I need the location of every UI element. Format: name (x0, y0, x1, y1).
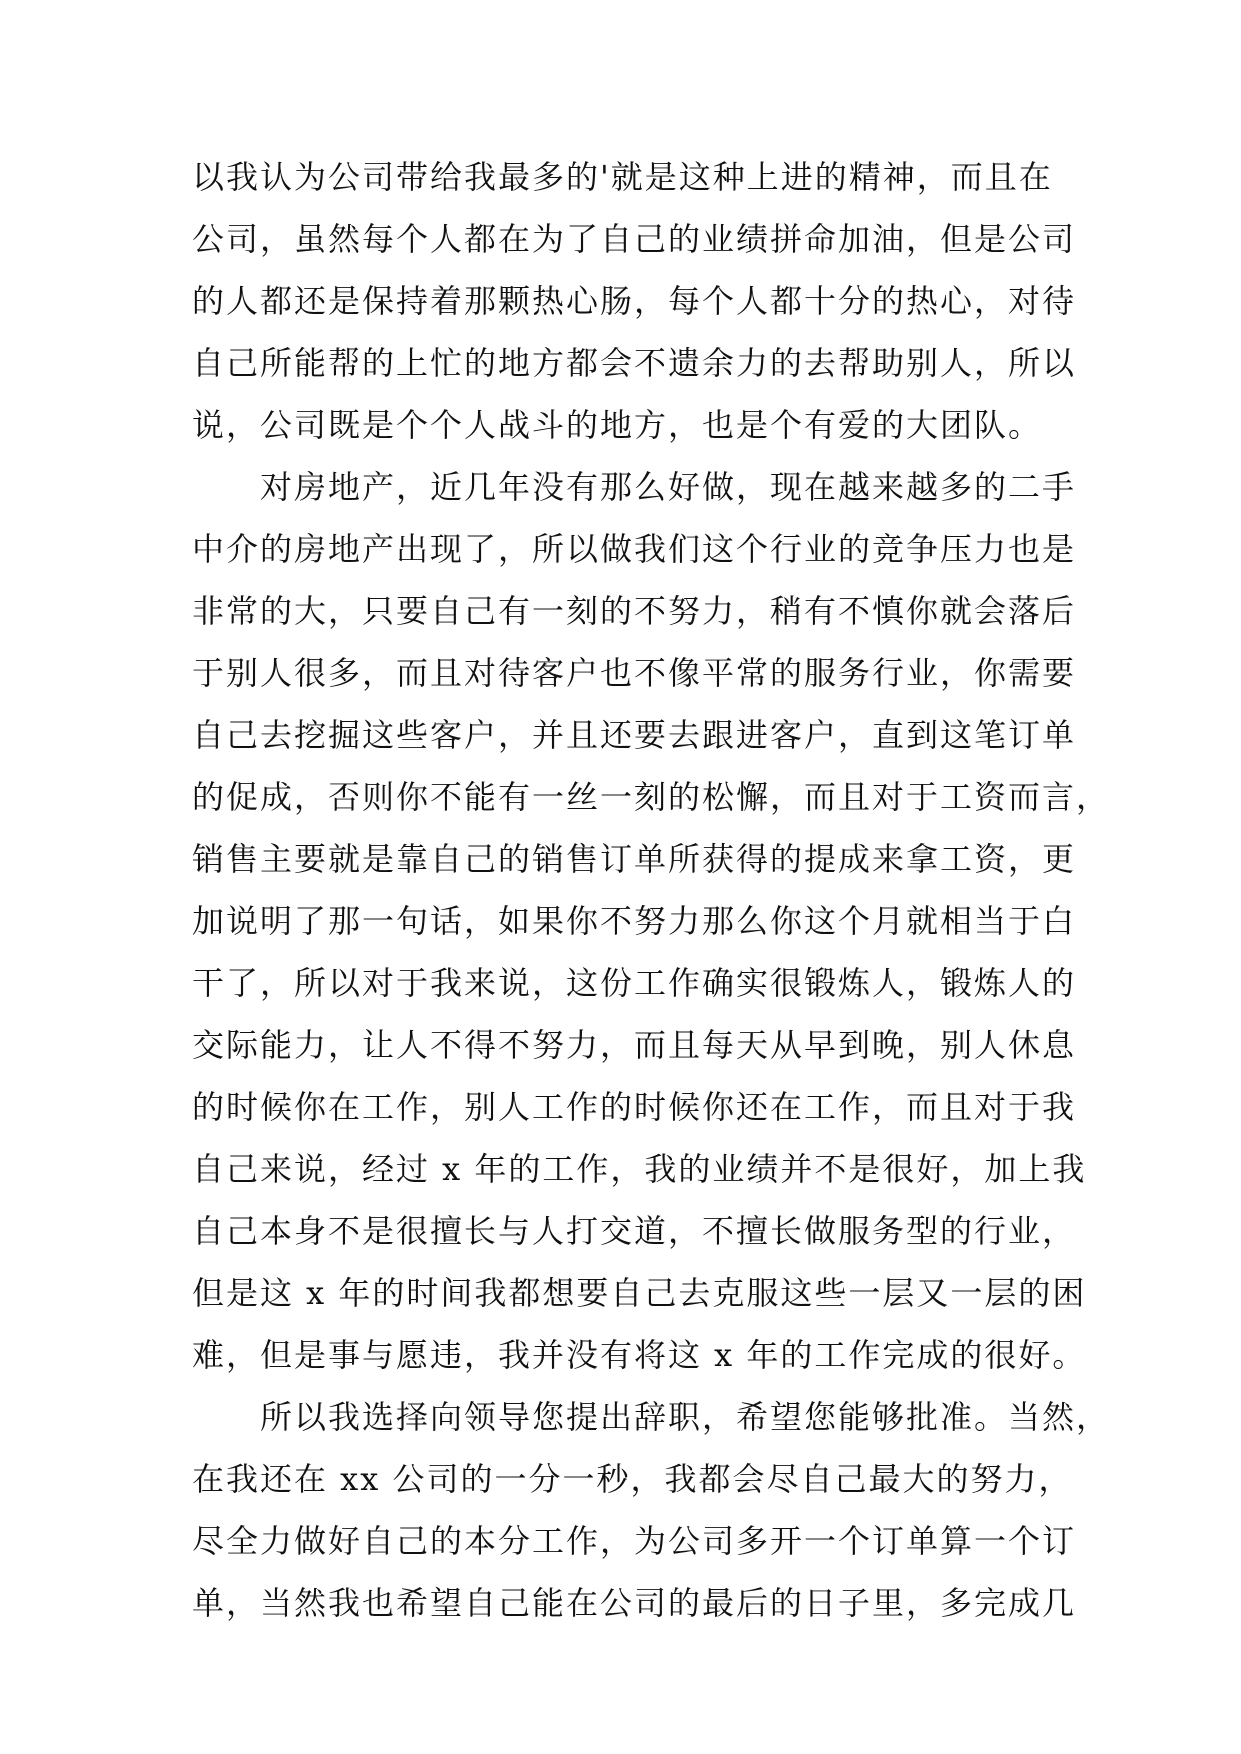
text-line: 尽全力做好自己的本分工作，为公司多开一个订单算一个订 (192, 1522, 1077, 1560)
text-line: 单，当然我也希望自己能在公司的最后的日子里，多完成几 (192, 1584, 1077, 1622)
text-line: 但是这 x 年的时间我都想要自己去克服这些一层又一层的困 (192, 1274, 1087, 1312)
text-line: 在我还在 xx 公司的一分一秒，我都会尽自己最大的努力， (192, 1460, 1073, 1498)
paragraph-1 (192, 158, 1077, 468)
text-line: 的促成，否则你不能有一丝一刻的松懈，而且对于工资而言， (192, 778, 1111, 816)
paragraph-3 (192, 1398, 1111, 1646)
paragraph-2 (192, 468, 1111, 1398)
text-line: 的人都还是保持着那颗热心肠，每个人都十分的热心，对待 (192, 282, 1077, 320)
text-line: 中介的房地产出现了，所以做我们这个行业的竞争压力也是 (192, 530, 1077, 568)
text-line: 的时候你在工作，别人工作的时候你还在工作，而且对于我 (192, 1088, 1077, 1126)
text-line: 自己来说，经过 x 年的工作，我的业绩并不是很好，加上我 (192, 1150, 1087, 1188)
text-line: 说，公司既是个个人战斗的地方，也是个有爱的大团队。 (192, 406, 1043, 444)
text-line: 自己去挖掘这些客户，并且还要去跟进客户，直到这笔订单 (192, 716, 1077, 754)
text-line: 销售主要就是靠自己的销售订单所获得的提成来拿工资，更 (192, 840, 1077, 878)
text-line: 以我认为公司带给我最多的'就是这种上进的精神，而且在 (192, 158, 1053, 196)
text-line: 对房地产，近几年没有那么好做，现在越来越多的二手 (192, 468, 1077, 506)
text-line: 公司，虽然每个人都在为了自己的业绩拼命加油，但是公司 (192, 220, 1077, 258)
text-line: 于别人很多，而且对待客户也不像平常的服务行业，你需要 (192, 654, 1077, 692)
text-line: 交际能力，让人不得不努力，而且每天从早到晚，别人休息 (192, 1026, 1077, 1064)
text-line: 加说明了那一句话，如果你不努力那么你这个月就相当于白 (192, 902, 1077, 940)
document-body (192, 158, 1111, 1646)
text-line: 难，但是事与愿违，我并没有将这 x 年的工作完成的很好。 (192, 1336, 1087, 1374)
text-line: 所以我选择向领导您提出辞职，希望您能够批准。当然， (192, 1398, 1111, 1436)
text-line: 干了，所以对于我来说，这份工作确实很锻炼人，锻炼人的 (192, 964, 1077, 1002)
text-line: 自己本身不是很擅长与人打交道，不擅长做服务型的行业， (192, 1212, 1077, 1250)
text-line: 自己所能帮的上忙的地方都会不遗余力的去帮助别人，所以 (192, 344, 1077, 382)
text-line: 非常的大，只要自己有一刻的不努力，稍有不慎你就会落后 (192, 592, 1077, 630)
